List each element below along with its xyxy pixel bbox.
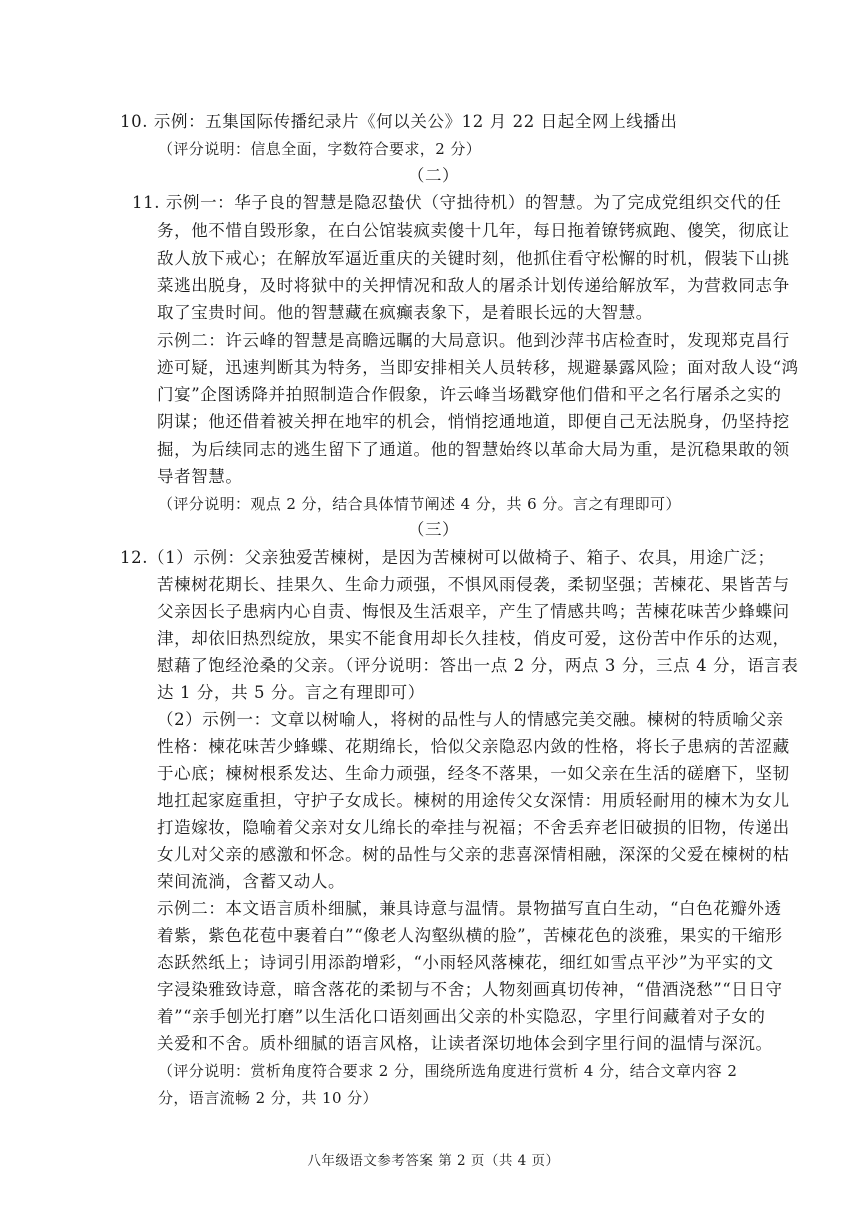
q11-line: 11. 示例一：华子良的智慧是隐忍蛰伏（守拙待机）的智慧。为了完成党组织交代的任 [132, 193, 782, 212]
q12-line: 性格：楝花味苦少蜂蝶、花期绵长，恰似父亲隐忍内敛的性格，将长子患病的苦涩藏 [157, 737, 790, 756]
q10-scoring-note: （评分说明：信息全面，字数符合要求，2 分） [158, 140, 482, 158]
q11-line: 敌人放下戒心；在解放军逼近重庆的关键时刻，他抓住看守松懈的时机，假装下山挑 [157, 249, 790, 268]
q12-line: 父亲因长子患病内心自责、悔恨及生活艰辛，产生了情感共鸣；苦楝花味苦少蜂蝶问 [157, 602, 790, 621]
q12-scoring-note: （评分说明：赏析角度符合要求 2 分，围绕所选角度进行赏析 4 分，结合文章内容 2 [158, 1062, 738, 1080]
q11-line: 导者智慧。 [157, 467, 243, 486]
q11-line: 迹可疑，迅速判断其为特务，当即安排相关人员转移，规避暴露风险；面对敌人设“鸿 [157, 358, 799, 377]
q11-line: 阴谋；他还借着被关押在地牢的机会，悄悄挖通地道，即便自己无法脱身，仍坚持挖 [157, 412, 790, 431]
q11-line: 务，他不惜自毁形象，在白公馆装疯卖傻十几年，每日拖着镣铐疯跑、傻笑，彻底让 [157, 221, 790, 240]
q12-line: 12.（1）示例：父亲独爱苦楝树，是因为苦楝树可以做椅子、箱子、农具，用途广泛； [120, 548, 775, 567]
q12-line: 打造嫁妆，隐喻着父亲对女儿绵长的牵挂与祝福；不舍丢弃老旧破损的旧物，传递出 [157, 818, 790, 837]
q12-line: 女儿对父亲的感激和怀念。树的品性与父亲的悲喜深情相融，深深的父爱在楝树的枯 [157, 845, 790, 864]
section-2-heading: （二） [407, 166, 460, 185]
q12-line: 地扛起家庭重担，守护子女成长。楝树的用途传父女深情：用质轻耐用的楝木为女儿 [157, 791, 790, 810]
q12-line: 达 1 分，共 5 分。言之有理即可） [157, 683, 425, 702]
q12-line: 津，却依旧热烈绽放，果实不能食用却长久挂枝，俏皮可爱，这份苦中作乐的达观， [157, 629, 790, 648]
q12-line: 着”“亲手刨光打磨”以生活化口语刻画出父亲的朴实隐忍，字里行间藏着对子女的 [157, 1007, 766, 1026]
q12-scoring-note: 分，语言流畅 2 分，共 10 分） [158, 1089, 378, 1107]
q11-scoring-note: （评分说明：观点 2 分，结合具体情节阐述 4 分，共 6 分。言之有理即可） [158, 495, 681, 513]
q12-line: 示例二：本文语言质朴细腻，兼具诗意与温情。景物描写直白生动，“白色花瓣外透 [157, 899, 782, 918]
q10-answer: 10. 示例：五集国际传播纪录片《何以关公》12 月 22 日起全网上线播出 [120, 112, 678, 131]
q12-line: 于心底；楝树根系发达、生命力顽强，经冬不落果，一如父亲在生活的磋磨下，坚韧 [157, 764, 790, 783]
q12-line: 荣间流淌，含蓄又动人。 [157, 872, 346, 891]
q12-line: 态跃然纸上；诗词引用添韵增彩，“小雨轻风落楝花，细红如雪点平沙”为平实的文 [157, 953, 774, 972]
q11-line: 门宴”企图诱降并拍照制造合作假象，许云峰当场戳穿他们借和平之名行屠杀之实的 [157, 385, 782, 404]
q12-line: 关爱和不舍。质朴细腻的语言风格，让读者深切地体会到字里行间的温情与深沉。 [157, 1034, 773, 1053]
q12-line: （2）示例一：文章以树喻人，将树的品性与人的情感完美交融。楝树的特质喻父亲 [157, 710, 784, 729]
q11-line: 示例二：许云峰的智慧是高瞻远瞩的大局意识。他到沙萍书店检查时，发现郑克昌行 [157, 331, 790, 350]
section-3-heading: （三） [407, 520, 460, 539]
q12-line: 苦楝树花期长、挂果久、生命力顽强，不惧风雨侵袭，柔韧坚强；苦楝花、果皆苦与 [157, 575, 790, 594]
page-footer: 八年级语文参考答案 第 2 页（共 4 页） [307, 1153, 560, 1169]
q12-line: 慰藉了饱经沧桑的父亲。（评分说明：答出一点 2 分，两点 3 分，三点 4 分，语言表 [157, 656, 799, 675]
q11-line: 菜逃出脱身，及时将狱中的关押情况和敌人的屠杀计划传递给解放军，为营救同志争 [157, 276, 790, 295]
q11-line: 取了宝贵时间。他的智慧藏在疯癫表象下，是着眼长远的大智慧。 [157, 303, 653, 322]
q12-line: 字浸染雅致诗意，暗含落花的柔韧与不舍；人物刻画真切传神，“借酒浇愁”“日日守 [157, 980, 783, 999]
q12-line: 着紫，紫色花苞中裹着白”“像老人沟壑纵横的脸”，苦楝花色的淡雅，果实的干缩形 [157, 926, 783, 945]
q11-line: 掘，为后续同志的逃生留下了通道。他的智慧始终以革命大局为重，是沉稳果敢的领 [157, 440, 790, 459]
